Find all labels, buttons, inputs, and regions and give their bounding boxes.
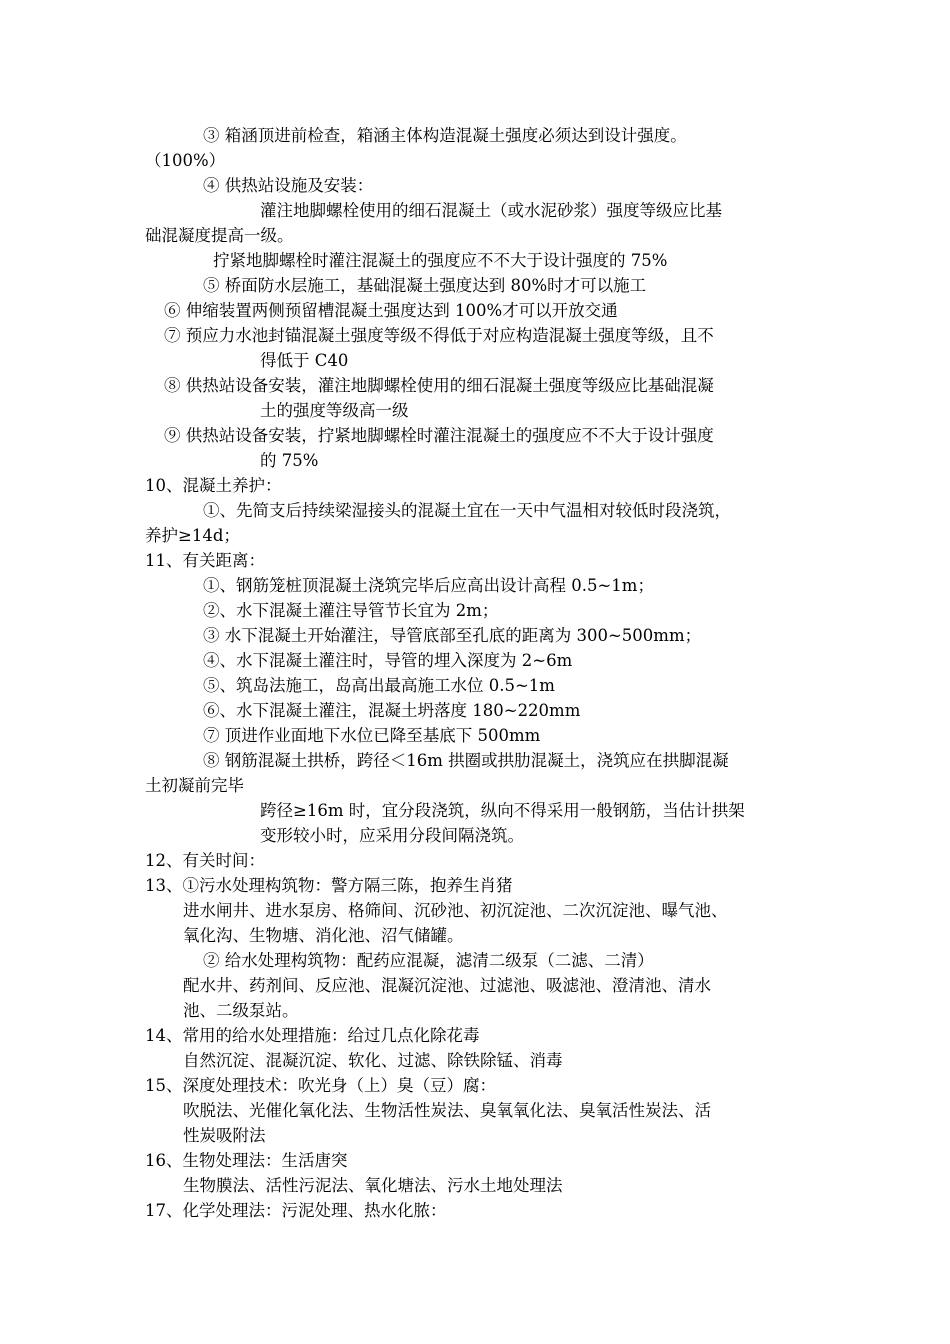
text-line: ⑧ 钢筋混凝土拱桥，跨径＜16m 拱圈或拱肋混凝土，浇筑应在拱脚混凝 bbox=[203, 751, 729, 770]
text-line: ④、水下混凝土灌注时，导管的埋入深度为 2~6m bbox=[203, 651, 573, 670]
text-line: ③ 箱涵顶进前检查，箱涵主体构造混凝土强度必须达到设计强度。 bbox=[203, 126, 687, 145]
text-line: ② 给水处理构筑物：配药应混凝，滤清二级泵（二滤、二清） bbox=[203, 951, 654, 970]
text-line: ⑥、水下混凝土灌注，混凝土坍落度 180~220mm bbox=[203, 701, 581, 720]
text-line: ⑤ 桥面防水层施工，基础混凝土强度达到 80%时才可以施工 bbox=[203, 276, 647, 295]
text-line: 础混凝度提高一级。 bbox=[145, 226, 294, 245]
text-line: 拧紧地脚螺栓时灌注混凝土的强度应不不大于设计强度的 75% bbox=[213, 251, 668, 270]
text-line: （100%） bbox=[145, 151, 226, 170]
text-line: 池、二级泵站。 bbox=[183, 1001, 299, 1020]
text-line: 生物膜法、活性污泥法、氧化塘法、污水土地处理法 bbox=[183, 1176, 563, 1195]
section-heading: 11、有关距离： bbox=[145, 551, 265, 570]
section-heading: 12、有关时间： bbox=[145, 851, 265, 870]
text-line: ①、钢筋笼桩顶混凝土浇筑完毕后应高出设计高程 0.5~1m； bbox=[203, 576, 654, 595]
section-heading: 16、生物处理法：生活唐突 bbox=[145, 1151, 348, 1170]
text-line: ⑥ 伸缩装置两侧预留槽混凝土强度达到 100%才可以开放交通 bbox=[164, 301, 618, 320]
section-heading: 10、混凝土养护： bbox=[145, 476, 282, 495]
text-line: ④ 供热站设施及安装： bbox=[203, 176, 374, 195]
text-line: ③ 水下混凝土开始灌注，导管底部至孔底的距离为 300~500mm； bbox=[203, 626, 702, 645]
text-line: 的 75% bbox=[260, 451, 319, 470]
section-heading: 14、常用的给水处理措施：给过几点化除花毒 bbox=[145, 1026, 480, 1045]
text-line: ⑨ 供热站设备安装，拧紧地脚螺栓时灌注混凝土的强度应不不大于设计强度 bbox=[164, 426, 714, 445]
text-line: 氧化沟、生物塘、消化池、沼气储罐。 bbox=[183, 926, 464, 945]
text-line: 土的强度等级高一级 bbox=[260, 401, 409, 420]
text-line: 进水闸井、进水泵房、格筛间、沉砂池、初沉淀池、二次沉淀池、曝气池、 bbox=[183, 901, 728, 920]
text-line: ⑦ 顶进作业面地下水位已降至基底下 500mm bbox=[203, 726, 541, 745]
text-line: 养护≥14d； bbox=[145, 526, 240, 545]
section-heading: 13、①污水处理构筑物：警方隔三陈，抱养生肖猪 bbox=[145, 876, 513, 895]
text-line: ⑧ 供热站设备安装，灌注地脚螺栓使用的细石混凝土强度等级应比基础混凝 bbox=[164, 376, 714, 395]
text-line: ⑦ 预应力水池封锚混凝土强度等级不得低于对应构造混凝土强度等级，且不 bbox=[164, 326, 714, 345]
text-line: 性炭吸附法 bbox=[183, 1126, 266, 1145]
text-line: 自然沉淀、混凝沉淀、软化、过滤、除铁除锰、消毒 bbox=[183, 1051, 563, 1070]
text-line: ②、水下混凝土灌注导管节长宜为 2m； bbox=[203, 601, 499, 620]
text-line: 灌注地脚螺栓使用的细石混凝土（或水泥砂浆）强度等级应比基 bbox=[260, 201, 722, 220]
text-line: 配水井、药剂间、反应池、混凝沉淀池、过滤池、吸滤池、澄清池、清水 bbox=[183, 976, 711, 995]
section-heading: 15、深度处理技术：吹光身（上）臭（豆）腐： bbox=[145, 1076, 496, 1095]
section-heading: 17、化学处理法：污泥处理、热水化脓： bbox=[145, 1201, 447, 1220]
text-line: 变形较小时，应采用分段间隔浇筑。 bbox=[260, 826, 524, 845]
text-line: ⑤、筑岛法施工，岛高出最高施工水位 0.5~1m bbox=[203, 676, 555, 695]
text-line: 吹脱法、光催化氧化法、生物活性炭法、臭氧氧化法、臭氧活性炭法、活 bbox=[183, 1101, 711, 1120]
text-line: 得低于 C40 bbox=[260, 351, 349, 370]
text-line: 土初凝前完毕 bbox=[145, 776, 244, 795]
text-line: ①、先简支后持续梁湿接头的混凝土宜在一天中气温相对较低时段浇筑， bbox=[203, 501, 731, 520]
text-line: 跨径≥16m 时，宜分段浇筑，纵向不得采用一般钢筋，当估计拱架 bbox=[260, 801, 745, 820]
